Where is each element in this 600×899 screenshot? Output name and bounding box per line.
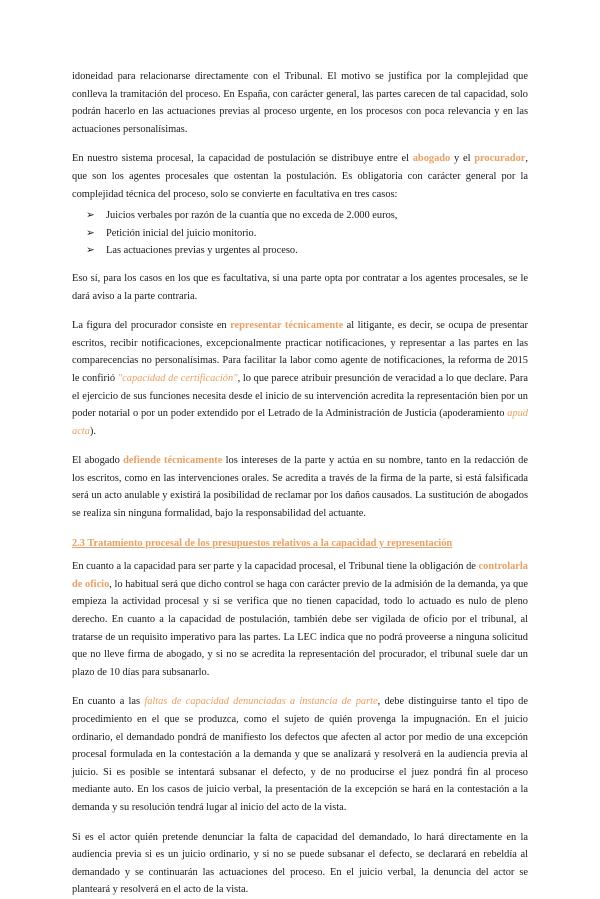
arrow-bullet-icon: ➢ — [86, 210, 95, 222]
text-segment: En nuestro sistema procesal, la capacidad de postulación se distribuye entre el — [72, 153, 413, 165]
arrow-bullet-icon: ➢ — [86, 227, 95, 239]
list-item-text: Petición inicial del juicio monitorio. — [106, 227, 257, 239]
text-segment: al litigante, es decir, se ocupa de presentar escritos, recibir notificaciones, excepcionalmente practicar notificaciones, y representar a las partes en las comparecencias no personalísimas. Para facilitar la labor como agente de notificaciones, la reforma de 2015 le confirió — [72, 320, 528, 384]
highlight-apud-acta: apud acta — [72, 408, 528, 437]
text-segment: En cuanto a las — [72, 696, 145, 708]
paragraph-postulacion — [72, 150, 528, 203]
list-item-text: Juicios verbales por razón de la cuantía que no exceda de 2.000 euros, — [106, 210, 398, 222]
text-segment: ). — [89, 425, 96, 437]
text-segment: los intereses de la parte y actúa en su nombre, tanto en la redacción de los escritos, como en las intervenciones orales. Se acredita a través de la firma de la parte, si está falsificada será un acto anulable y existirá la posibilidad de reclamar por los daños causados. La sustitución de abogados se realiza sin ninguna formalidad, bajo la responsabilidad del actuante. — [72, 455, 528, 520]
paragraph-control-oficio — [72, 558, 528, 681]
section-heading: 2.3 Tratamiento procesal de los presupuestos relativos a la capacidad y representación — [72, 537, 453, 549]
paragraph-abogado — [72, 452, 528, 522]
list-item — [86, 225, 528, 243]
highlight-representar: representar técnicamente — [230, 320, 344, 332]
text-segment: , que son los agentes procesales que ostentan la postulación. Es obligatoria con carácter general por la complejidad técnica del proceso, solo se convierte en facultativa en tres casos: — [72, 153, 528, 200]
paragraph-idoneidad — [72, 68, 528, 138]
paragraph-faltas — [72, 693, 528, 816]
text-segment: La figura del procurador consiste en — [72, 320, 231, 332]
highlight-procurador: procurador — [474, 153, 526, 165]
list-item — [86, 242, 528, 260]
text-segment: , debe distinguirse tanto el tipo de procedimiento en el que se produzca, como el sujeto de quién provenga la impugnación. En el juicio ordinario, el demandado pondrá de manifiesto los defectos que afecten al actor por medio de una excepción procesal formulada en la contestación a la demanda y que se analizará y resolverá en la audiencia previa al juicio. Si es posible se intentará subsanar el defecto, y de no producirse el juez pondrá fin al proceso mediante auto. En los casos de juicio verbal, la presentación de la excepción se hará en la contestación a la demanda y su resolución tendrá lugar al inicio del acto de la vista. — [72, 696, 528, 813]
text-segment: y el — [450, 153, 475, 165]
bullet-list — [72, 207, 528, 260]
highlight-abogado: abogado — [412, 153, 451, 165]
paragraph-procurador — [72, 317, 528, 440]
text-segment: El abogado — [72, 455, 124, 467]
list-item-text: Las actuaciones previas y urgentes al proceso. — [106, 245, 298, 257]
arrow-bullet-icon: ➢ — [86, 245, 95, 257]
paragraph-facultativa-text: Eso sí, para los casos en los que es facultativa, si una parte opta por contratar a los agentes procesales, se le dará aviso a la parte contraria. — [72, 272, 528, 302]
highlight-faltas: faltas de capacidad denunciadas a instancia de parte — [144, 696, 378, 708]
paragraph-actor-text: Si es el actor quién pretende denunciar la falta de capacidad del demandado, lo hará directamente en la audiencia previa si es un juicio ordinario, y si no se puede subsanar el defecto, se declarará en rebeldía al demandado y se continuarán las actuaciones del proceso. En el juicio verbal, la denuncia del actor se planteará y resolverá en el acto de la vista. — [72, 831, 528, 896]
text-segment: , lo que parece atribuir presunción de veracidad a lo que declare. Para el ejercicio de sus funciones necesita desde el inicio de su intervención acredita la representación bien por un poder notarial o por un poder extendido por el Letrado de la Administración de Justicia (apoderamiento — [72, 372, 528, 420]
list-item — [86, 207, 528, 225]
text-segment: En cuanto a la capacidad para ser parte y la capacidad procesal, el Tribunal tiene la obligación de — [72, 561, 479, 573]
text-segment: , lo habitual será que dicho control se haga con carácter previo de la admisión de la demanda, ya que empieza la actividad procesal y si se verifica que no tienen capacidad, todo lo actuado es nulo de pleno derecho. En cuanto a la capacidad de postulación, también debe ser vigilada de oficio por el tribunal, al tratarse de un requisito imperativo para las partes. La LEC indica que no podrá proveerse a ninguna solicitud que no lleve firma de abogado, y si no se acredita la representación del procurador, el tribunal suele dar un plazo de 10 días para subsanarlo. — [72, 578, 528, 678]
highlight-capacidad-certificacion: "capacidad de certificación" — [117, 372, 238, 384]
paragraph-idoneidad-text: idoneidad para relacionarse directamente con el Tribunal. El motivo se justifica por la complejidad que conlleva la tramitación del proceso. En España, con carácter general, las partes carecen de tal capacidad, solo podrán hacerlo en las actuaciones previas al proceso urgente, en los procesos con poca relevancia y en las actuaciones personalísimas. — [72, 71, 528, 135]
highlight-controlarla: controlarla de oficio — [72, 561, 528, 590]
paragraph-facultativa — [72, 270, 528, 305]
highlight-defiende: defiende técnicamente — [123, 455, 223, 467]
paragraph-actor — [72, 829, 528, 899]
